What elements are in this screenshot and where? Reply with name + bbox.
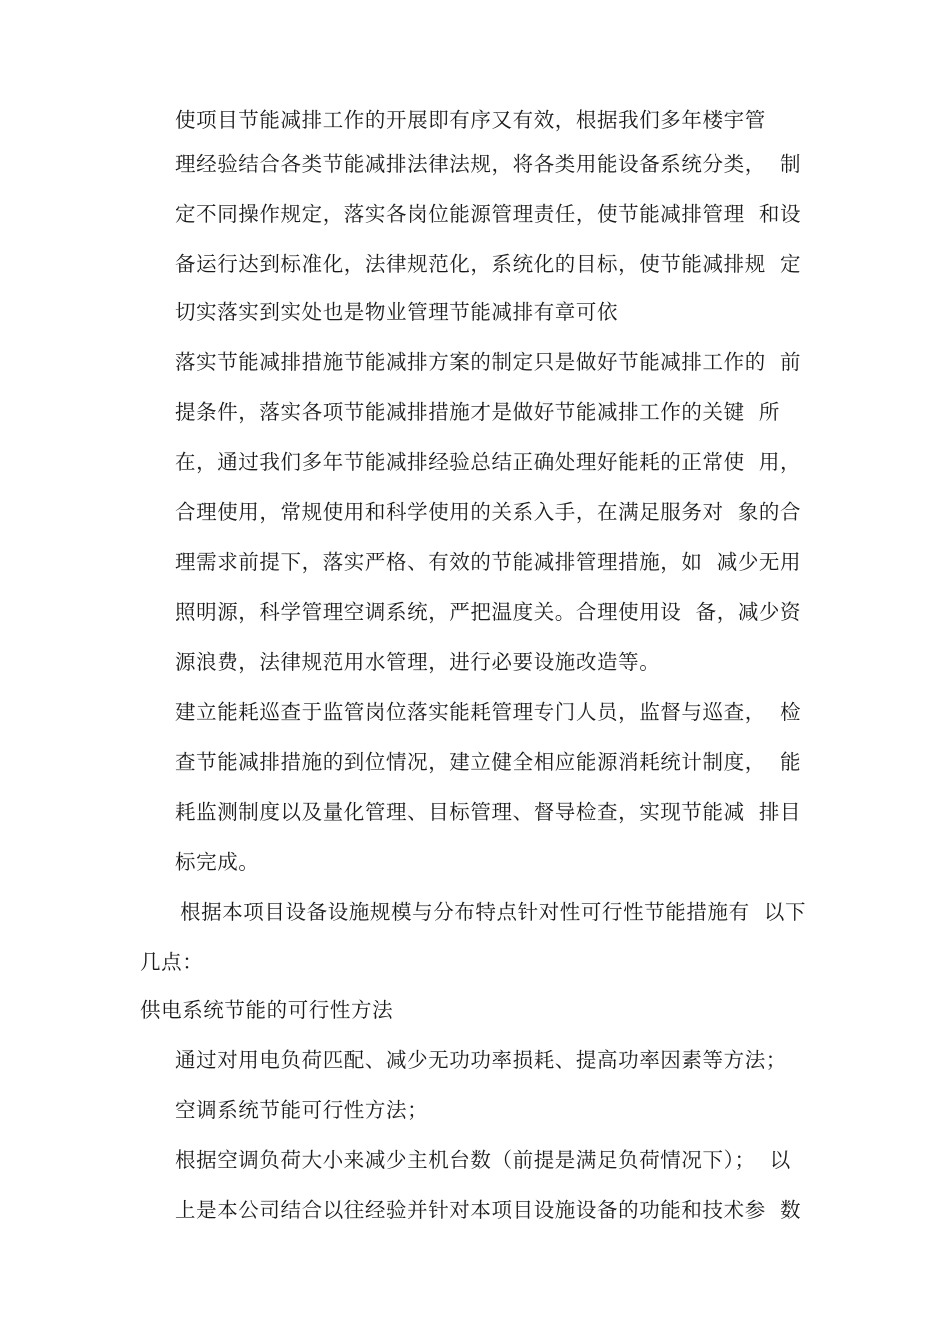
text-line: 通过对用电负荷匹配、减少无功功率损耗、提高功率因素等方法； (175, 1048, 787, 1072)
text-line: 理经验结合各类节能减排法律法规，将各类用能设备系统分类， 制 (175, 152, 802, 176)
text-line: 源浪费，法律规范用水管理，进行必要设施改造等。 (175, 650, 661, 674)
text-line: 照明源，科学管理空调系统，严把温度关。合理使用设 备，减少资 (175, 600, 802, 624)
text-line: 查节能减排措施的到位情况，建立健全相应能源消耗统计制度， 能 (175, 750, 802, 774)
text-line: 在，通过我们多年节能减排经验总结正确处理好能耗的正常使 用， (175, 450, 802, 474)
text-line: 使项目节能减排工作的开展即有序又有效，根据我们多年楼宇管 (175, 108, 766, 132)
text-line: 空调系统节能可行性方法； (175, 1098, 429, 1122)
text-line: 理需求前提下，落实严格、有效的节能减排管理措施，如 减少无用 (175, 550, 802, 574)
text-line: 根据本项目设备设施规模与分布特点针对性可行性节能措施有 以下 (180, 900, 807, 924)
section-heading: 供电系统节能的可行性方法 (140, 998, 394, 1022)
text-line: 耗监测制度以及量化管理、目标管理、督导检查，实现节能减 排目 (175, 800, 802, 824)
text-line: 落实节能减排措施节能减排方案的制定只是做好节能减排工作的 前 (175, 350, 802, 374)
text-line: 合理使用，常规使用和科学使用的关系入手，在满足服务对 象的合 (175, 500, 802, 524)
text-line: 根据空调负荷大小来减少主机台数（前提是满足负荷情况下）； 以 (175, 1148, 791, 1172)
text-line: 备运行达到标准化，法律规范化，系统化的目标，使节能减排规 定 (175, 252, 802, 276)
text-line: 定不同操作规定，落实各岗位能源管理责任，使节能减排管理 和设 (175, 202, 802, 226)
text-line: 提条件，落实各项节能减排措施才是做好节能减排工作的关键 所 (175, 400, 781, 424)
text-line: 切实落实到实处也是物业管理节能减排有章可依 (175, 300, 619, 324)
text-line: 上是本公司结合以往经验并针对本项目设施设备的功能和技术参 数 (175, 1198, 802, 1222)
text-line: 建立能耗巡查于监管岗位落实能耗管理专门人员，监督与巡查， 检 (175, 700, 802, 724)
text-line: 几点： (140, 950, 204, 974)
text-line: 标完成。 (175, 850, 260, 874)
